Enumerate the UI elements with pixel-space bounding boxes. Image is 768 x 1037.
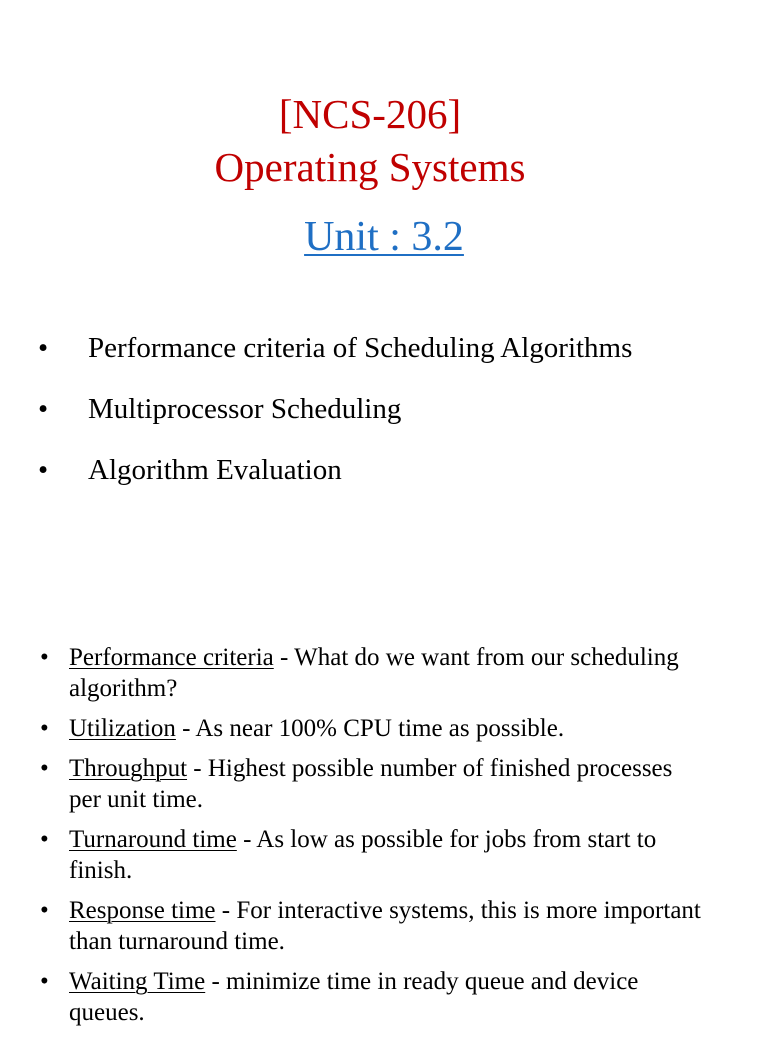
unit-label bbox=[0, 212, 768, 262]
criteria-description: - As low as possible for jobs from start to finish. bbox=[69, 826, 657, 884]
bullet-icon: • bbox=[38, 332, 49, 364]
bullet-icon: • bbox=[40, 897, 49, 924]
criteria-item bbox=[0, 642, 768, 704]
unit-link[interactable]: Unit : 3.2 bbox=[304, 214, 464, 260]
criteria-body bbox=[69, 824, 709, 886]
topic-text: Algorithm Evaluation bbox=[88, 454, 342, 486]
topic-text: Performance criteria of Scheduling Algorithms bbox=[88, 332, 633, 364]
bullet-icon: • bbox=[38, 393, 49, 425]
criteria-description: - What do we want from our scheduling algorithm? bbox=[69, 644, 679, 702]
criteria-term: Response time bbox=[69, 897, 216, 924]
topic-item bbox=[0, 330, 768, 391]
criteria-description: - For interactive systems, this is more important than turnaround time. bbox=[69, 897, 701, 955]
criteria-description: - Highest possible number of finished processes per unit time. bbox=[69, 755, 673, 813]
bullet-icon: • bbox=[40, 715, 49, 742]
criteria-term: Utilization bbox=[69, 715, 176, 742]
bullet-icon: • bbox=[40, 644, 49, 671]
criteria-body bbox=[69, 642, 709, 704]
criteria-term: Throughput bbox=[69, 755, 188, 782]
criteria-description: - minimize time in ready queue and device queues. bbox=[69, 968, 639, 1026]
criteria-item bbox=[0, 713, 768, 744]
criteria-term: Performance criteria bbox=[69, 644, 274, 671]
criteria-body bbox=[69, 966, 709, 1028]
topic-item bbox=[0, 391, 768, 452]
criteria-description: - As near 100% CPU time as possible. bbox=[175, 715, 565, 742]
criteria-item bbox=[0, 824, 768, 886]
topic-text: Multiprocessor Scheduling bbox=[88, 393, 402, 425]
criteria-item bbox=[0, 895, 768, 957]
bullet-icon: • bbox=[40, 968, 49, 995]
criteria-item bbox=[0, 753, 768, 815]
criteria-body bbox=[69, 895, 709, 957]
topic-list bbox=[0, 330, 768, 513]
criteria-term: Turnaround time bbox=[69, 826, 237, 853]
criteria-list bbox=[0, 642, 768, 1037]
bullet-icon: • bbox=[40, 755, 49, 782]
course-code-heading: [NCS-206] bbox=[278, 91, 462, 137]
criteria-term: Waiting Time bbox=[69, 968, 206, 995]
criteria-slide bbox=[0, 620, 768, 1024]
criteria-body bbox=[69, 753, 709, 815]
criteria-body bbox=[69, 713, 709, 744]
criteria-item bbox=[0, 966, 768, 1028]
topic-item bbox=[0, 452, 768, 513]
course-title-heading: Operating Systems bbox=[214, 144, 526, 190]
bullet-icon: • bbox=[38, 454, 49, 486]
bullet-icon: • bbox=[40, 826, 49, 853]
